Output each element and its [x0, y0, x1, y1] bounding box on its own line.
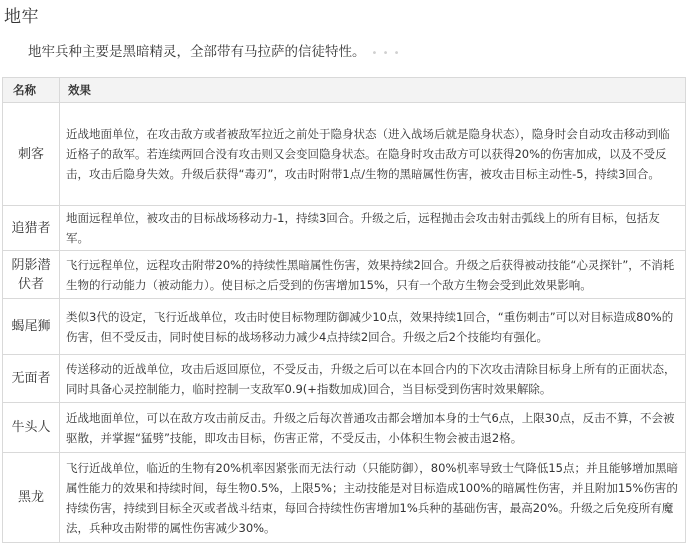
- unit-effect: 类似3代的设定，飞行近战单位，攻击时使目标物理防御减少10点，效果持续1回合，“重伤刺击”可以对目标造成80%的伤害，但不受反击，同时使目标的战场移动力减少4点持续2回合。升级之后2个技能均有强化。: [60, 299, 686, 355]
- unit-effect: 地面远程单位，被攻击的目标战场移动力-1，持续3回合。升级之后，远程抛击会攻击射击弧线上的所有目标，包括友军。: [60, 206, 686, 251]
- unit-effect: 近战地面单位，可以在敌方攻击前反击。升级之后每次普通攻击都会增加本身的士气6点，上限30点，反击不算，不会被驱散，并掌握“猛劈”技能，即攻击目标，伤害正常，不受反击，小体积生物会被击退2格。: [60, 403, 686, 453]
- table-row: [3, 453, 686, 543]
- unit-name: 无面者: [3, 355, 60, 403]
- table-row: [3, 103, 686, 206]
- section-intro: [28, 40, 401, 60]
- table-row: [3, 299, 686, 355]
- header-name: 名称: [3, 78, 60, 103]
- table-row: [3, 355, 686, 403]
- unit-effect: 飞行近战单位，临近的生物有20%机率因紧张而无法行动（只能防御），80%机率导致士气降低15点；并且能够增加黑暗属性能力的效果和持续时间，每生物0.5%，上限5%；主动技能是对目标造成100%的暗属性伤害，并且附加15%伤害的持续伤害，持续到目标全灭或者战斗结束，每回合持续性伤害增加1%兵种的基础伤害，最高20%。升级之后免疫所有魔法，兵种攻击附带的属性伤害减少30%。: [60, 453, 686, 543]
- intro-text: 地牢兵种主要是黑暗精灵，全部带有马拉萨的信徒特性。: [28, 44, 366, 60]
- unit-effect: 传送移动的近战单位，攻击后返回原位，不受反击，升级之后可以在本回合内的下次攻击清除目标身上所有的正面状态，同时具备心灵控制能力，临时控制一支敌军0.9(+指数加成)回合，当目标受到伤害时效果解除。: [60, 355, 686, 403]
- table-header-row: [3, 78, 686, 103]
- header-effect: 效果: [60, 78, 686, 103]
- unit-name: 追猎者: [3, 206, 60, 251]
- unit-name: 牛头人: [3, 403, 60, 453]
- unit-effect: 近战地面单位，在攻击敌方或者被敌军拉近之前处于隐身状态（进入战场后就是隐身状态），隐身时会自动攻击移动到临近格子的敌军。若连续两回合没有攻击则又会变回隐身状态。在隐身时攻击敌方可以获得20%的伤害加成，以及不受反击，攻击后隐身失效。升级后获得“毒刃”，攻击时附带1点/生物的黑暗属性伤害，被攻击目标主动性-5，持续3回合。: [60, 103, 686, 206]
- unit-name: 黑龙: [3, 453, 60, 543]
- table-row: [3, 251, 686, 299]
- unit-name: 蝎尾狮: [3, 299, 60, 355]
- unit-name: 刺客: [3, 103, 60, 206]
- decorative-dots: • • •: [371, 48, 401, 59]
- section-title: 地牢: [4, 7, 39, 27]
- table-row: [3, 403, 686, 453]
- unit-name: 阴影潜伏者: [3, 251, 60, 299]
- unit-table: [2, 77, 686, 543]
- unit-effect: 飞行远程单位，远程攻击附带20%的持续性黑暗属性伤害，效果持续2回合。升级之后获得被动技能“心灵探针”，不消耗生物的行动能力（被动能力）。使目标之后受到的伤害增加15%，只有一个敌方生物会受到此效果影响。: [60, 251, 686, 299]
- table-row: [3, 206, 686, 251]
